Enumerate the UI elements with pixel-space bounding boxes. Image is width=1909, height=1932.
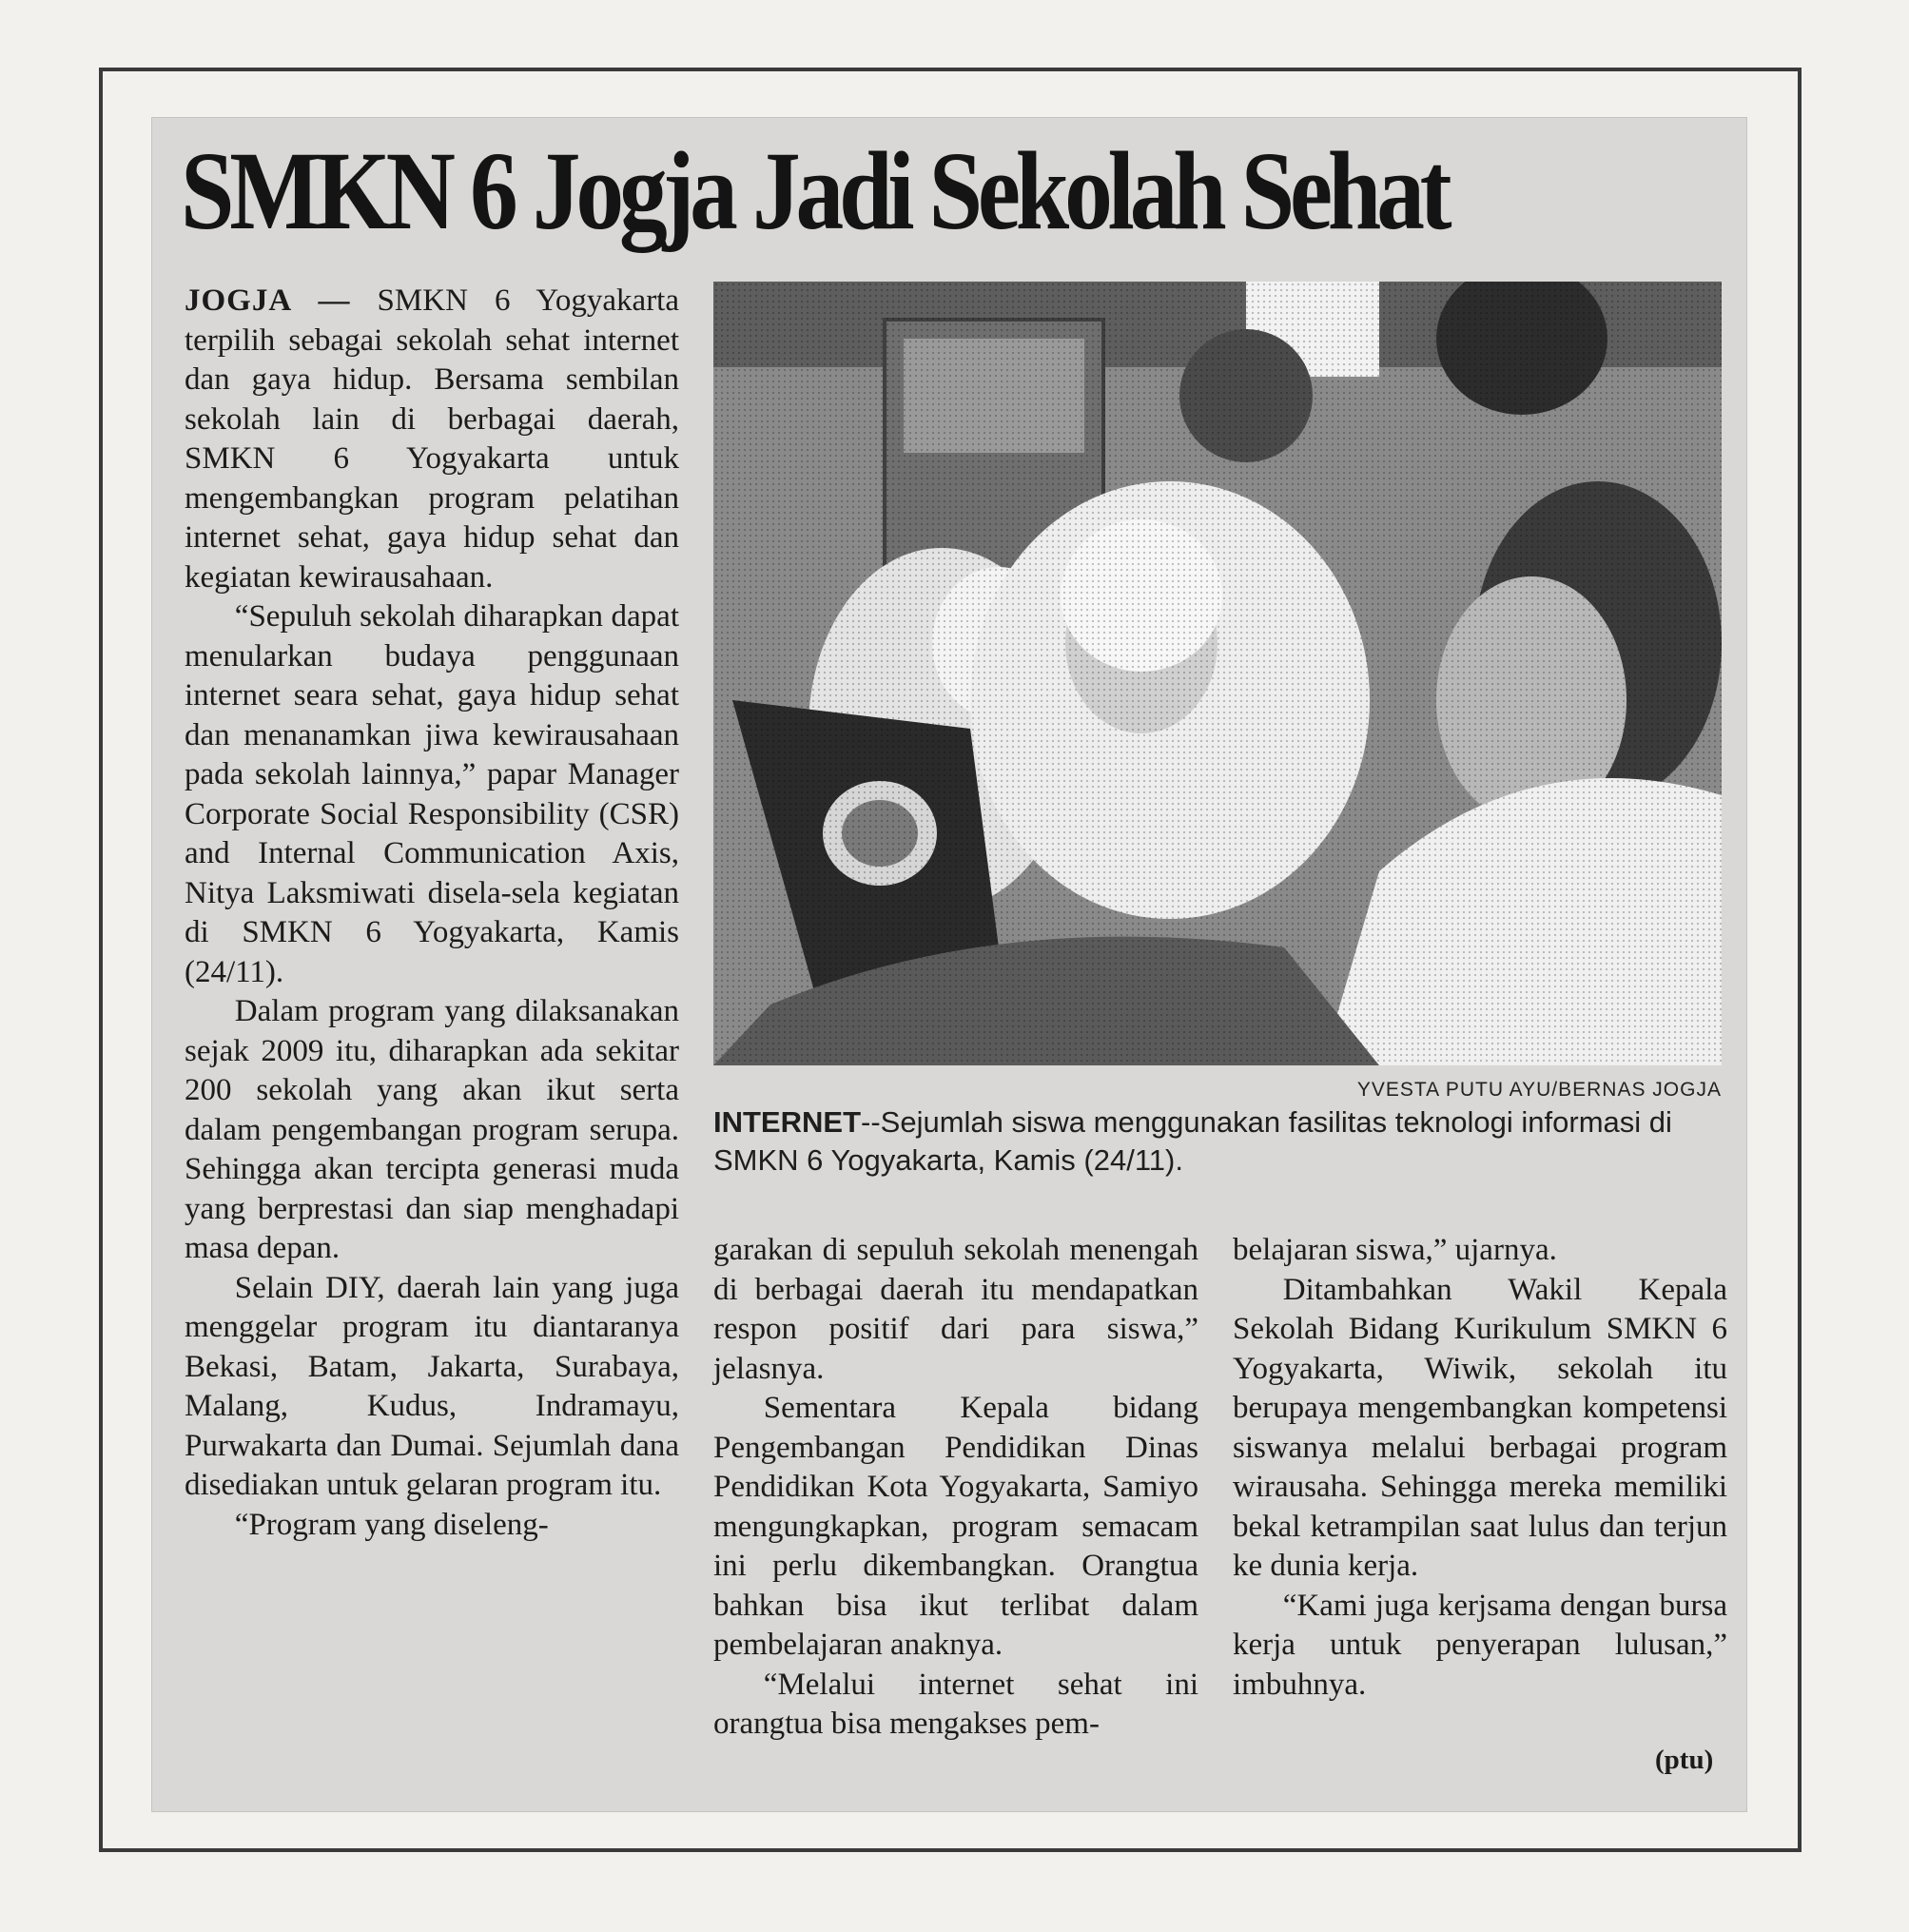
paragraph: Dalam program yang dilaksanakan sejak 2009 itu, diharapkan ada sekitar 200 sekolah yang akan ikut serta dalam pengembangan program serupa. Sehingga akan tercipta generasi muda yang berprestasi dan siap menghadapi masa depan. (185, 994, 679, 1265)
caption-text: --Sejumlah siswa menggunakan fasilitas teknologi informasi di SMKN 6 Yogyakarta, Kamis (24/11). (713, 1105, 1672, 1177)
paragraph: Selain DIY, daerah lain yang juga menggelar program itu diantaranya Bekasi, Batam, Jakarta, Surabaya, Malang, Kudus, Indramayu, Purwakarta dan Dumai. Sejumlah dana disediakan untuk gelaran program itu. (185, 1270, 679, 1502)
author-signature: (ptu) (1655, 1745, 1714, 1775)
paragraph: “Melalui internet sehat ini orangtua bisa mengakses pem- (713, 1667, 1198, 1741)
photo-illustration (713, 282, 1722, 1065)
dateline: JOGJA — (185, 283, 351, 318)
headline: SMKN 6 Jogja Jadi Sekolah Sehat (181, 128, 1448, 253)
paragraph: Sementara Kepala bidang Pengembangan Pendidikan Dinas Pendidikan Kota Yogyakarta, Samiyo mengungkapkan, program semacam ini perlu dikembangkan. Orangtua bahkan bisa ikut terlibat dalam pembelajaran anaknya. (713, 1391, 1198, 1662)
article-column-3 (1233, 1231, 1727, 1705)
photo-credit: YVESTA PUTU AYU/BERNAS JOGJA (1356, 1079, 1722, 1101)
paragraph-text: SMKN 6 Yogyakarta terpilih sebagai sekolah sehat internet dan gaya hidup. Bersama sembilan sekolah lain di berbagai daerah, SMKN 6 Yogyakarta untuk mengembangkan program pelatihan internet sehat, gaya hidup sehat dan kegiatan kewirausahaan. (185, 283, 679, 595)
paragraph: belajaran siswa,” ujarnya. (1233, 1233, 1557, 1267)
paragraph: Ditambahkan Wakil Kepala Sekolah Bidang Kurikulum SMKN 6 Yogyakarta, Wiwik, sekolah itu berupaya mengembangkan kompetensi siswanya melalui berbagai program wirausaha. Sehingga mereka memiliki bekal ketrampilan saat lulus dan terjun ke dunia kerja. (1233, 1272, 1727, 1583)
paragraph (185, 282, 679, 597)
paragraph: “Sepuluh sekolah diharapkan dapat menularkan budaya penggunaan internet seara sehat, gaya hidup sehat dan menanamkan jiwa kewirausahaan pada sekolah lainnya,” papar Manager Corporate Social Responsibility (CSR) and Internal Communication Axis, Nitya Laksmiwati disela-sela kegiatan di SMKN 6 Yogyakarta, Kamis (24/11). (185, 599, 679, 989)
news-photo (713, 282, 1722, 1065)
photo-caption (713, 1103, 1725, 1180)
article-column-2 (713, 1231, 1198, 1745)
paragraph: “Program yang diseleng- (234, 1507, 549, 1542)
article-column-1 (185, 282, 679, 1545)
paragraph: garakan di sepuluh sekolah menengah di berbagai daerah itu mendapatkan respon positif dari para siswa,” jelasnya. (713, 1233, 1198, 1386)
caption-lead: INTERNET (713, 1105, 861, 1139)
paragraph: “Kami juga kerjsama dengan bursa kerja untuk penyerapan lulusan,” imbuhnya. (1233, 1588, 1727, 1702)
